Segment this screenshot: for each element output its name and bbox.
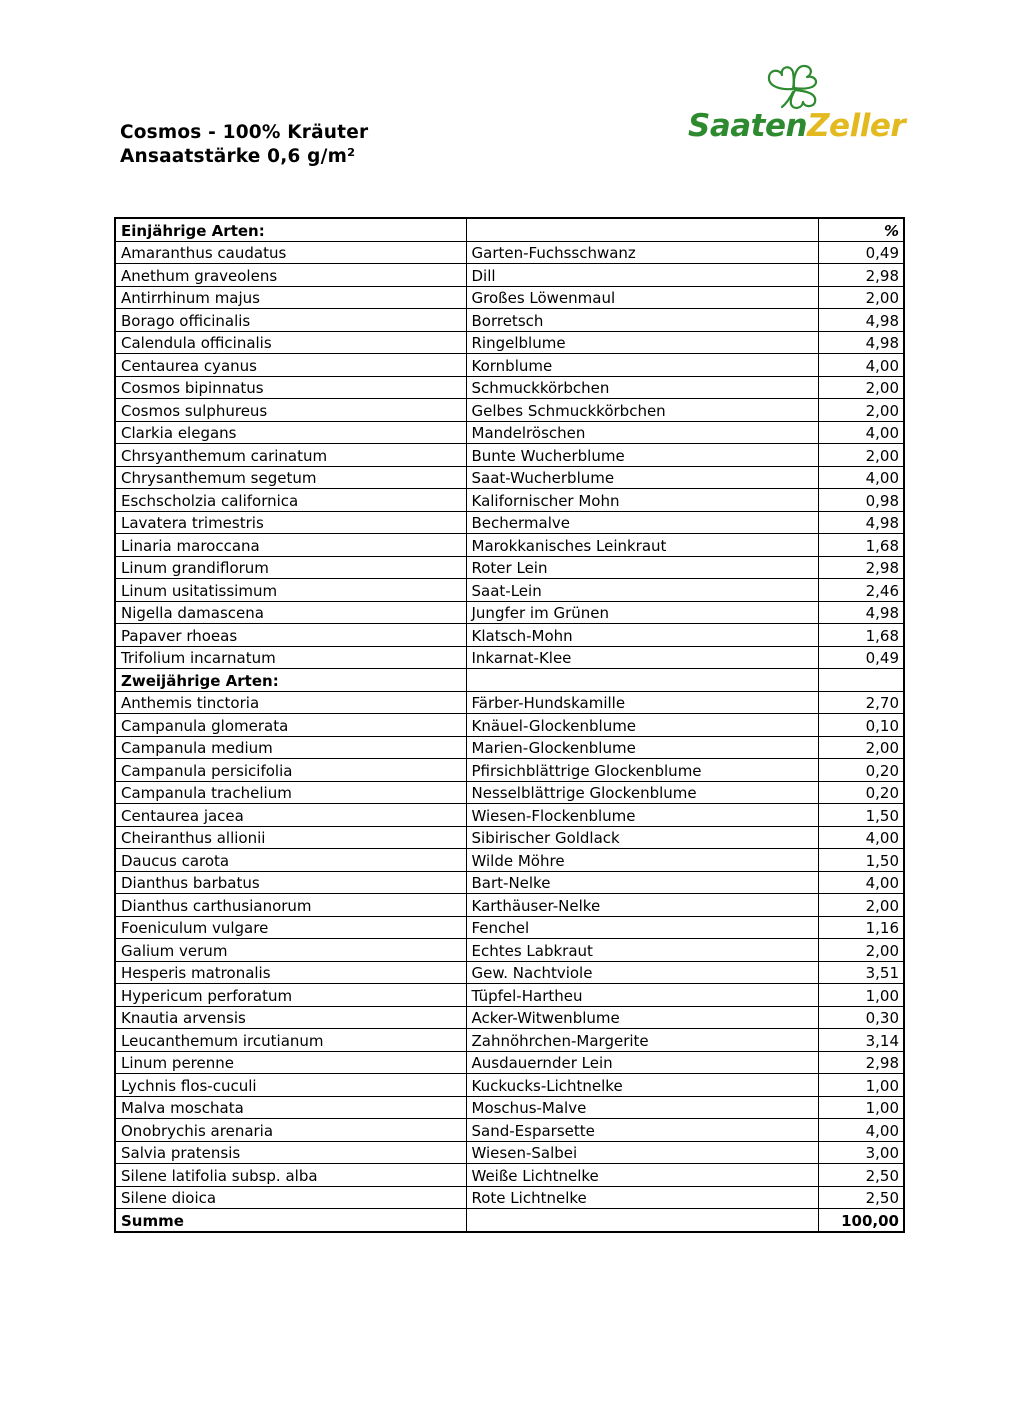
species-percent: 2,00 — [818, 444, 904, 467]
species-german-name: Roter Lein — [466, 556, 818, 579]
species-german-name: Wiesen-Salbei — [466, 1141, 818, 1164]
species-german-name: Inkarnat-Klee — [466, 646, 818, 669]
sum-value: 100,00 — [818, 1209, 904, 1232]
logo-text-zeller: Zeller — [807, 108, 906, 144]
species-percent: 1,50 — [818, 804, 904, 827]
table-row — [115, 916, 904, 939]
species-percent: 2,00 — [818, 399, 904, 422]
species-german-name: Wiesen-Flockenblume — [466, 804, 818, 827]
species-latin-name: Cosmos bipinnatus — [115, 376, 466, 399]
species-german-name: Tüpfel-Hartheu — [466, 984, 818, 1007]
table-row — [115, 466, 904, 489]
species-percent: 2,50 — [818, 1186, 904, 1209]
species-percent: 1,16 — [818, 916, 904, 939]
section-label-biennial: Zweijährige Arten: — [115, 669, 466, 692]
species-latin-name: Silene latifolia subsp. alba — [115, 1164, 466, 1187]
species-latin-name: Knautia arvensis — [115, 1006, 466, 1029]
section-label-annual: Einjährige Arten: — [115, 218, 466, 241]
species-percent: 1,00 — [818, 1074, 904, 1097]
table-row — [115, 1029, 904, 1052]
species-percent: 3,51 — [818, 961, 904, 984]
species-percent: 4,00 — [818, 826, 904, 849]
species-latin-name: Dianthus carthusianorum — [115, 894, 466, 917]
section-empty-cell — [466, 669, 818, 692]
table-row — [115, 894, 904, 917]
table-row — [115, 871, 904, 894]
species-percent: 4,00 — [818, 354, 904, 377]
logo-text-saaten: Saaten — [688, 108, 808, 144]
species-latin-name: Hesperis matronalis — [115, 961, 466, 984]
sum-empty-cell — [466, 1209, 818, 1232]
species-german-name: Nesselblättrige Glockenblume — [466, 781, 818, 804]
species-german-name: Weiße Lichtnelke — [466, 1164, 818, 1187]
table-row — [115, 984, 904, 1007]
species-latin-name: Dianthus barbatus — [115, 871, 466, 894]
percent-header: % — [818, 218, 904, 241]
section-header-annual — [115, 218, 904, 241]
species-latin-name: Lychnis flos-cuculi — [115, 1074, 466, 1097]
species-percent: 2,00 — [818, 286, 904, 309]
table-row — [115, 309, 904, 332]
table-row — [115, 624, 904, 647]
table-row — [115, 376, 904, 399]
species-german-name: Ausdauernder Lein — [466, 1051, 818, 1074]
species-percent: 0,98 — [818, 489, 904, 512]
species-latin-name: Calendula officinalis — [115, 331, 466, 354]
species-latin-name: Nigella damascena — [115, 601, 466, 624]
species-german-name: Kuckucks-Lichtnelke — [466, 1074, 818, 1097]
species-german-name: Kalifornischer Mohn — [466, 489, 818, 512]
seed-mix-table-body — [115, 218, 904, 1232]
table-row — [115, 1051, 904, 1074]
species-percent: 4,00 — [818, 871, 904, 894]
species-latin-name: Lavatera trimestris — [115, 511, 466, 534]
species-german-name: Saat-Wucherblume — [466, 466, 818, 489]
species-percent: 4,98 — [818, 331, 904, 354]
species-percent: 2,00 — [818, 376, 904, 399]
table-row — [115, 759, 904, 782]
table-row — [115, 579, 904, 602]
species-latin-name: Linum perenne — [115, 1051, 466, 1074]
species-german-name: Gelbes Schmuckkörbchen — [466, 399, 818, 422]
species-german-name: Färber-Hundskamille — [466, 691, 818, 714]
species-german-name: Bart-Nelke — [466, 871, 818, 894]
table-row — [115, 399, 904, 422]
table-row — [115, 354, 904, 377]
species-german-name: Zahnöhrchen-Margerite — [466, 1029, 818, 1052]
species-latin-name: Linum usitatissimum — [115, 579, 466, 602]
species-latin-name: Antirrhinum majus — [115, 286, 466, 309]
species-german-name: Dill — [466, 264, 818, 287]
species-latin-name: Trifolium incarnatum — [115, 646, 466, 669]
table-row — [115, 646, 904, 669]
species-percent: 1,68 — [818, 624, 904, 647]
species-german-name: Garten-Fuchsschwanz — [466, 241, 818, 264]
species-percent: 4,98 — [818, 309, 904, 332]
species-percent: 0,49 — [818, 646, 904, 669]
table-row — [115, 1141, 904, 1164]
species-percent: 1,00 — [818, 1096, 904, 1119]
document-title — [120, 121, 368, 169]
species-latin-name: Centaurea cyanus — [115, 354, 466, 377]
table-row — [115, 781, 904, 804]
species-latin-name: Silene dioica — [115, 1186, 466, 1209]
table-row — [115, 241, 904, 264]
species-german-name: Ringelblume — [466, 331, 818, 354]
table-row — [115, 601, 904, 624]
sum-row — [115, 1209, 904, 1232]
table-row — [115, 1119, 904, 1142]
logo-wordmark — [688, 106, 905, 146]
title-line-1: Cosmos - 100% Kräuter — [120, 122, 369, 143]
species-latin-name: Daucus carota — [115, 849, 466, 872]
species-percent: 1,50 — [818, 849, 904, 872]
species-percent: 2,00 — [818, 894, 904, 917]
species-latin-name: Campanula trachelium — [115, 781, 466, 804]
table-row — [115, 511, 904, 534]
species-german-name: Acker-Witwenblume — [466, 1006, 818, 1029]
species-german-name: Klatsch-Mohn — [466, 624, 818, 647]
species-german-name: Rote Lichtnelke — [466, 1186, 818, 1209]
species-latin-name: Eschscholzia californica — [115, 489, 466, 512]
species-latin-name: Anethum graveolens — [115, 264, 466, 287]
species-percent: 0,30 — [818, 1006, 904, 1029]
table-row — [115, 939, 904, 962]
species-percent: 0,20 — [818, 759, 904, 782]
species-latin-name: Campanula medium — [115, 736, 466, 759]
species-german-name: Marien-Glockenblume — [466, 736, 818, 759]
section-header-biennial — [115, 669, 904, 692]
species-latin-name: Onobrychis arenaria — [115, 1119, 466, 1142]
species-german-name: Sibirischer Goldlack — [466, 826, 818, 849]
species-german-name: Borretsch — [466, 309, 818, 332]
species-latin-name: Centaurea jacea — [115, 804, 466, 827]
seed-mix-table — [114, 217, 905, 1233]
species-percent: 4,98 — [818, 601, 904, 624]
table-row — [115, 421, 904, 444]
species-latin-name: Salvia pratensis — [115, 1141, 466, 1164]
species-latin-name: Linaria maroccana — [115, 534, 466, 557]
species-latin-name: Leucanthemum ircutianum — [115, 1029, 466, 1052]
species-german-name: Saat-Lein — [466, 579, 818, 602]
table-row — [115, 714, 904, 737]
table-row — [115, 1164, 904, 1187]
table-row — [115, 849, 904, 872]
species-latin-name: Anthemis tinctoria — [115, 691, 466, 714]
species-percent: 2,98 — [818, 556, 904, 579]
table-row — [115, 444, 904, 467]
species-latin-name: Clarkia elegans — [115, 421, 466, 444]
species-percent: 2,70 — [818, 691, 904, 714]
table-row — [115, 556, 904, 579]
species-german-name: Bunte Wucherblume — [466, 444, 818, 467]
table-row — [115, 331, 904, 354]
species-latin-name: Chrysanthemum segetum — [115, 466, 466, 489]
species-german-name: Bechermalve — [466, 511, 818, 534]
species-percent: 2,00 — [818, 939, 904, 962]
species-latin-name: Borago officinalis — [115, 309, 466, 332]
species-german-name: Mandelröschen — [466, 421, 818, 444]
species-latin-name: Papaver rhoeas — [115, 624, 466, 647]
species-latin-name: Foeniculum vulgare — [115, 916, 466, 939]
species-german-name: Pfirsichblättrige Glockenblume — [466, 759, 818, 782]
species-german-name: Sand-Esparsette — [466, 1119, 818, 1142]
species-percent: 0,20 — [818, 781, 904, 804]
species-latin-name: Cheiranthus allionii — [115, 826, 466, 849]
saatenzeller-logo — [688, 62, 906, 148]
table-row — [115, 1074, 904, 1097]
table-row — [115, 1096, 904, 1119]
species-percent: 2,46 — [818, 579, 904, 602]
species-percent: 3,00 — [818, 1141, 904, 1164]
species-german-name: Karthäuser-Nelke — [466, 894, 818, 917]
species-percent: 2,00 — [818, 736, 904, 759]
species-percent: 4,00 — [818, 421, 904, 444]
table-row — [115, 736, 904, 759]
species-latin-name: Malva moschata — [115, 1096, 466, 1119]
table-row — [115, 1186, 904, 1209]
table-row — [115, 826, 904, 849]
table-row — [115, 286, 904, 309]
species-german-name: Knäuel-Glockenblume — [466, 714, 818, 737]
species-german-name: Wilde Möhre — [466, 849, 818, 872]
species-german-name: Großes Löwenmaul — [466, 286, 818, 309]
species-latin-name: Chrsyanthemum carinatum — [115, 444, 466, 467]
species-latin-name: Galium verum — [115, 939, 466, 962]
species-german-name: Schmuckkörbchen — [466, 376, 818, 399]
section-empty-cell — [466, 218, 818, 241]
table-row — [115, 489, 904, 512]
species-percent: 2,98 — [818, 264, 904, 287]
species-percent: 2,98 — [818, 1051, 904, 1074]
species-percent: 4,00 — [818, 1119, 904, 1142]
species-german-name: Moschus-Malve — [466, 1096, 818, 1119]
table-row — [115, 534, 904, 557]
species-percent: 4,00 — [818, 466, 904, 489]
species-percent: 1,00 — [818, 984, 904, 1007]
table-row — [115, 961, 904, 984]
clover-icon — [760, 62, 830, 112]
species-percent: 0,49 — [818, 241, 904, 264]
species-german-name: Fenchel — [466, 916, 818, 939]
section-empty-cell — [818, 669, 904, 692]
species-percent: 3,14 — [818, 1029, 904, 1052]
sum-label: Summe — [115, 1209, 466, 1232]
species-latin-name: Hypericum perforatum — [115, 984, 466, 1007]
species-percent: 4,98 — [818, 511, 904, 534]
title-line-2: Ansaatstärke 0,6 g/m² — [120, 146, 356, 167]
species-latin-name: Campanula glomerata — [115, 714, 466, 737]
species-percent: 0,10 — [818, 714, 904, 737]
species-german-name: Echtes Labkraut — [466, 939, 818, 962]
species-german-name: Jungfer im Grünen — [466, 601, 818, 624]
table-row — [115, 264, 904, 287]
table-row — [115, 804, 904, 827]
species-latin-name: Cosmos sulphureus — [115, 399, 466, 422]
species-latin-name: Linum grandiflorum — [115, 556, 466, 579]
species-german-name: Kornblume — [466, 354, 818, 377]
species-percent: 2,50 — [818, 1164, 904, 1187]
species-german-name: Gew. Nachtviole — [466, 961, 818, 984]
species-german-name: Marokkanisches Leinkraut — [466, 534, 818, 557]
species-percent: 1,68 — [818, 534, 904, 557]
table-row — [115, 1006, 904, 1029]
species-latin-name: Campanula persicifolia — [115, 759, 466, 782]
species-latin-name: Amaranthus caudatus — [115, 241, 466, 264]
table-row — [115, 691, 904, 714]
